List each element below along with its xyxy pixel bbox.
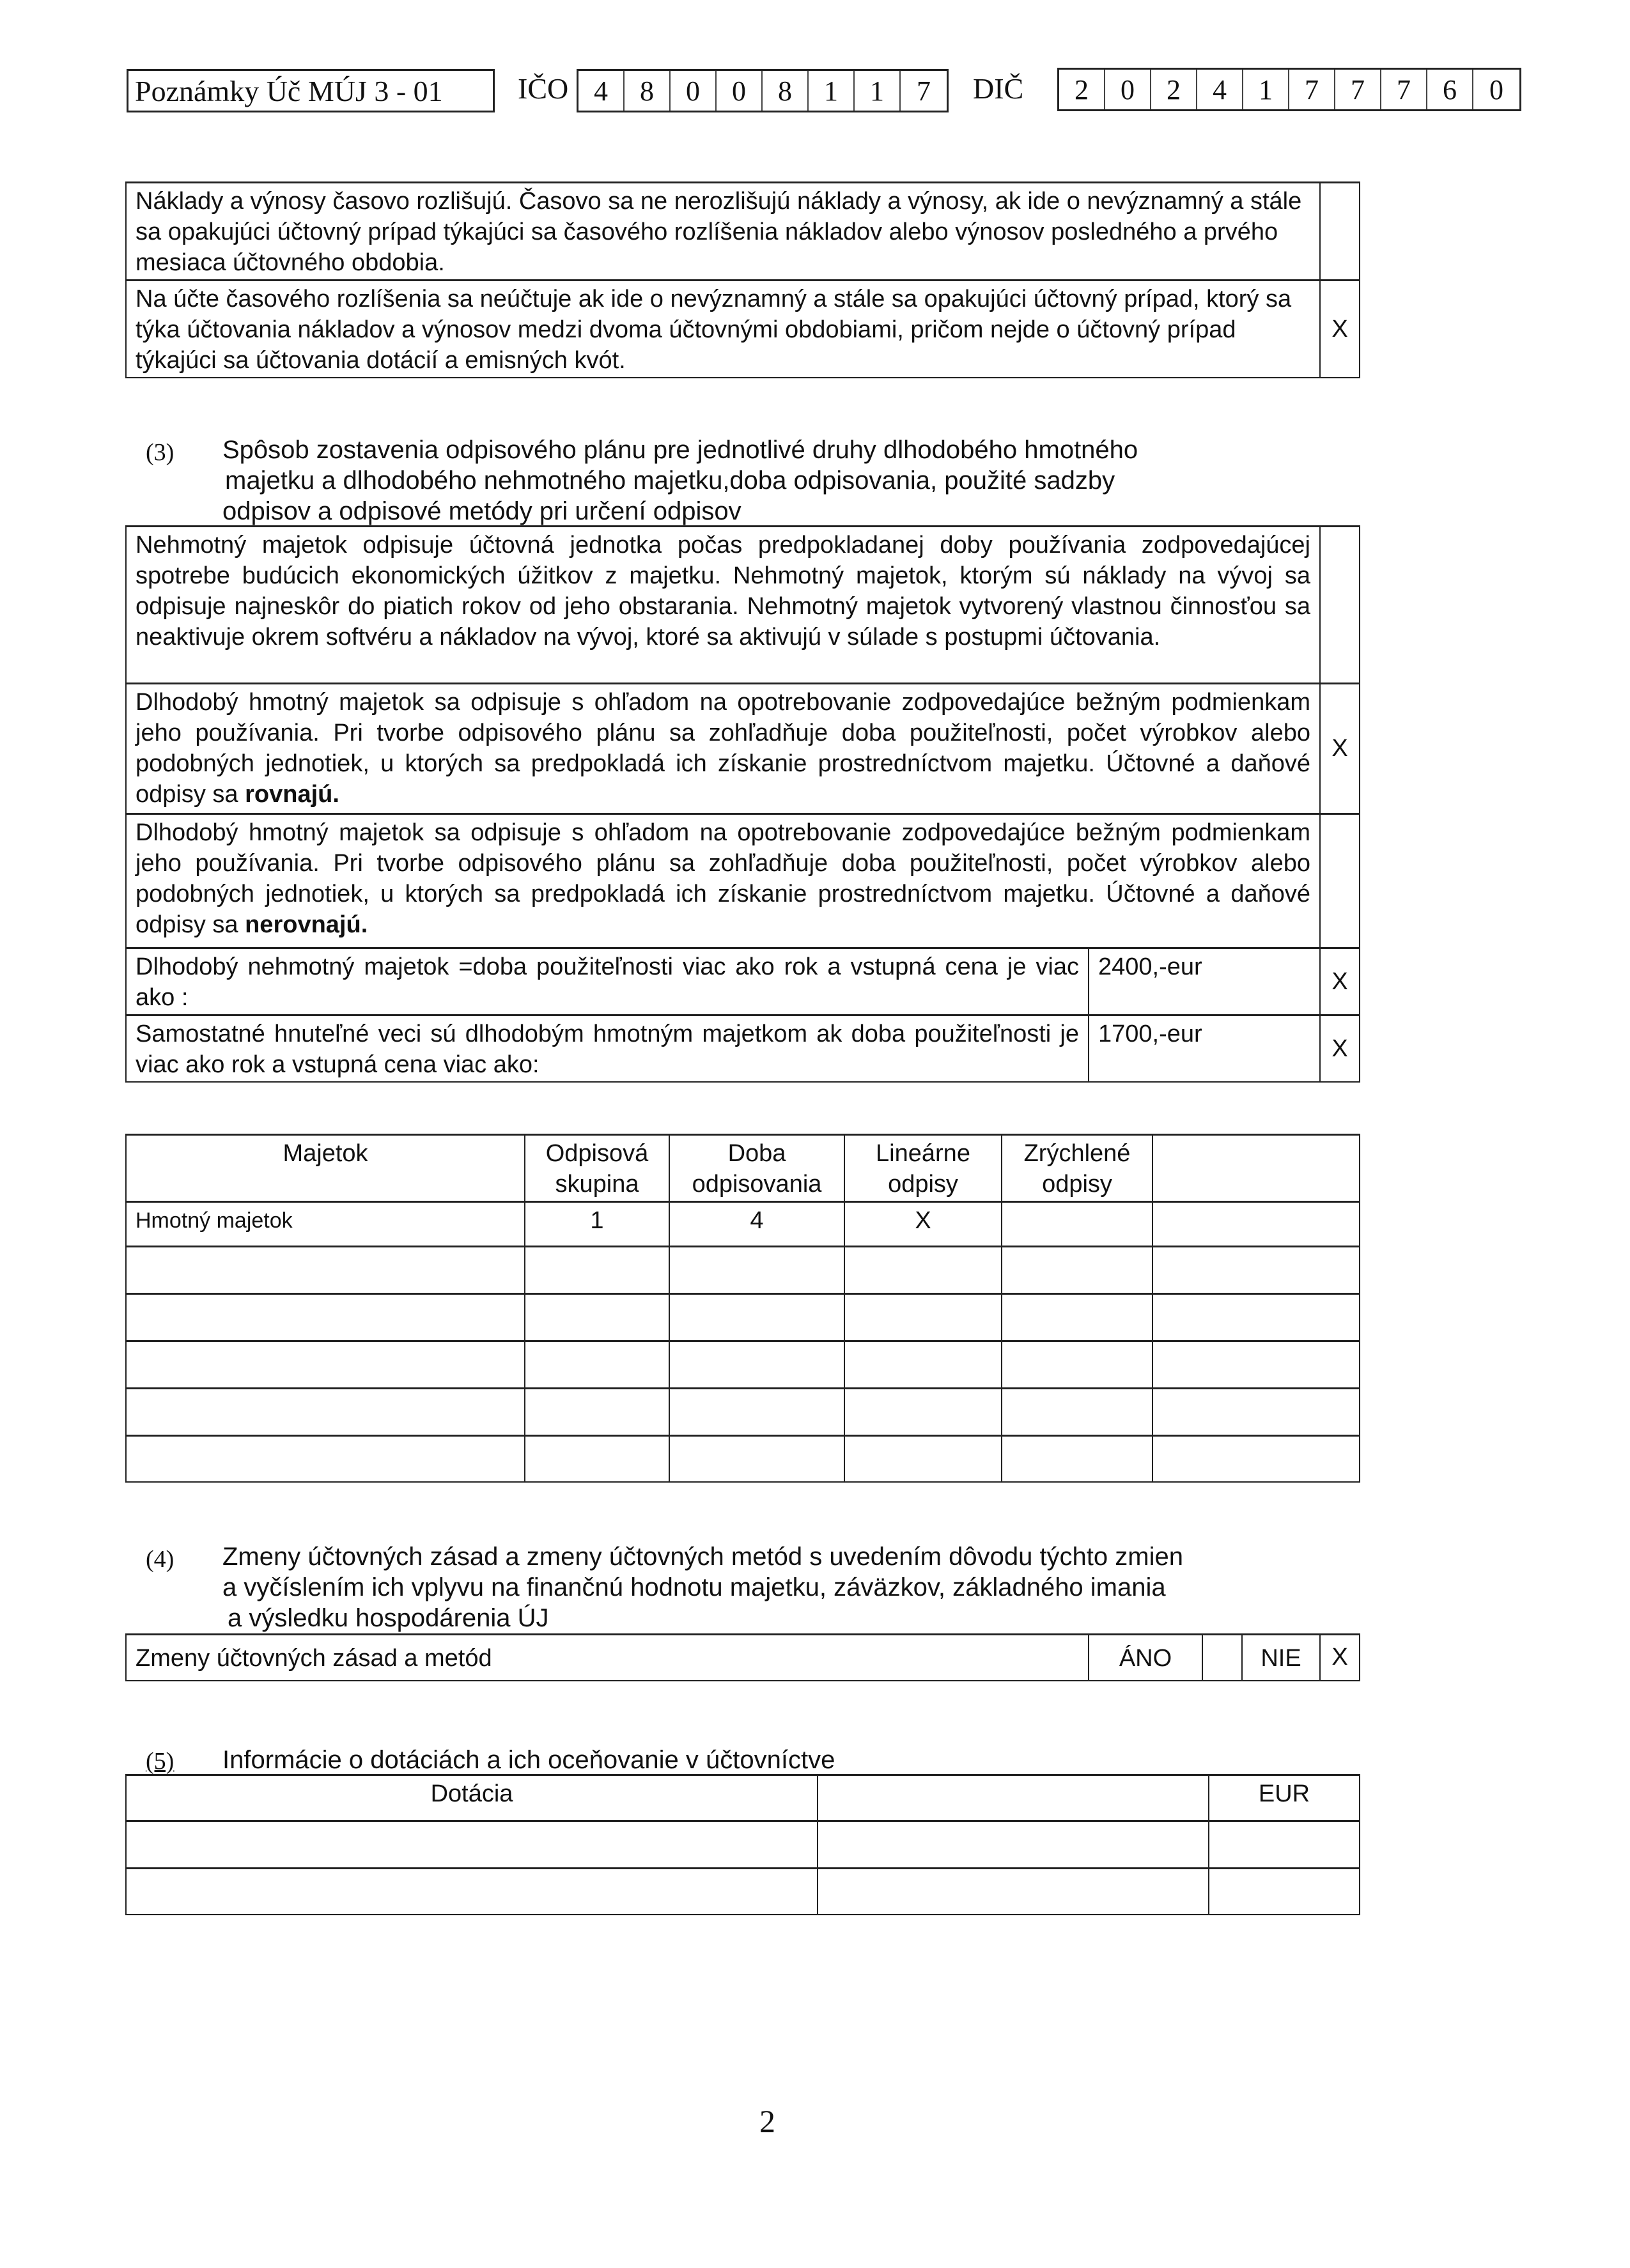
dic-digit: 0 — [1489, 73, 1503, 105]
ico-label: IČO — [518, 72, 569, 105]
table-header-row — [126, 1775, 1360, 1821]
method-option-emphasis: rovnajú. — [245, 781, 339, 808]
dic-digit: 4 — [1197, 70, 1243, 109]
ico-digit: 4 — [578, 71, 625, 111]
yes-checkbox[interactable] — [1202, 1635, 1242, 1681]
threshold-checkbox[interactable]: X — [1320, 948, 1360, 1015]
threshold-value[interactable]: 2400,-eur — [1089, 948, 1320, 1015]
dic-digit: 1 — [1243, 70, 1289, 109]
extra-cell[interactable] — [1153, 1247, 1360, 1294]
dic-digit: 2 — [1059, 70, 1105, 109]
changes-table — [125, 1633, 1360, 1681]
asset-name-cell[interactable] — [126, 1389, 525, 1436]
subsidy-amount-cell[interactable] — [1209, 1869, 1360, 1915]
accruals-table — [125, 181, 1360, 378]
accruals-option-text: Na účte časového rozlíšenia sa neúčtuje ak ide o nevýznamný a stále sa opakujúci účtovný prípad, ktorý sa týka účtovania nákladov a výnosov medzi dvoma účtovnými obdobiami, pričom nejde o účtovný prípad týkajúci sa účtovania dotácií a emisných kvót. — [126, 281, 1320, 378]
asset-name-cell[interactable] — [126, 1341, 525, 1389]
depreciation-table — [125, 1134, 1360, 1483]
subsidies-table — [125, 1774, 1360, 1915]
period-cell[interactable] — [669, 1294, 844, 1341]
accelerated-cell[interactable] — [1002, 1294, 1153, 1341]
form-title: Poznámky Úč MÚJ 3 - 01 — [135, 74, 443, 107]
section-3-title-line: odpisov a odpisové metódy pri určení odpisov — [222, 497, 741, 525]
extra-cell[interactable] — [1153, 1202, 1360, 1247]
section-4-title-line: a vyčíslením ich vplyvu na finančnú hodnotu majetku, záväzkov, základného imania — [222, 1573, 1166, 1601]
dic-digit: 0 — [1105, 70, 1151, 109]
ico-digit: 7 — [917, 75, 931, 107]
yes-label: ÁNO — [1089, 1635, 1202, 1681]
method-option-body: Dlhodobý hmotný majetok sa odpisuje s ohľadom na opotrebovanie zodpovedajúce bežným podmienkam jeho používania. Pri tvorbe odpisového plánu sa zohľadňuje doba použiteľnosti, počet výrobkov alebo podobných jednotiek, u ktorých sa predpokladá ich získanie prostredníctvom majetku. Účtovné a daňové odpisy sa — [136, 819, 1310, 938]
table-row — [126, 1247, 1360, 1294]
table-row — [126, 1389, 1360, 1436]
extra-cell[interactable] — [1153, 1389, 1360, 1436]
ico-field[interactable] — [577, 69, 949, 112]
group-cell[interactable] — [525, 1247, 669, 1294]
method-option-text: Nehmotný majetok odpisuje účtovná jednotka počas predpokladanej doby používania zodpovedajúcej spotrebe budúcich ekonomických úžitkov z majetku. Nehmotný majetok, ktorým sú náklady na vývoj sa odpisuje najneskôr do piatich rokov od jeho obstarania. Nehmotný majetok vytvorený vlastnou činnosťou sa neaktivuje okrem softvéru a nákladov na vývoj, ktoré sa aktivujú v súlade s postupmi účtovania. — [126, 527, 1320, 684]
period-cell[interactable] — [669, 1389, 844, 1436]
period-cell[interactable] — [669, 1247, 844, 1294]
linear-cell[interactable]: X — [844, 1202, 1002, 1247]
period-cell[interactable] — [669, 1436, 844, 1482]
subsidy-amount-cell[interactable] — [1209, 1821, 1360, 1869]
column-header: Majetok — [126, 1135, 525, 1202]
subsidy-name-cell[interactable] — [126, 1821, 818, 1869]
column-header: Odpisová skupina — [525, 1135, 669, 1202]
dic-digit: 6 — [1427, 70, 1473, 109]
table-row — [126, 1202, 1360, 1247]
asset-name-cell[interactable]: Hmotný majetok — [126, 1202, 525, 1247]
ico-digit: 0 — [671, 71, 717, 111]
accruals-option-checkbox[interactable] — [1320, 183, 1360, 281]
dic-digit: 7 — [1335, 70, 1381, 109]
group-cell[interactable] — [525, 1294, 669, 1341]
threshold-value[interactable]: 1700,-eur — [1089, 1015, 1320, 1083]
linear-cell[interactable] — [844, 1436, 1002, 1482]
section-5-number: (5) — [146, 1748, 175, 1775]
extra-cell[interactable] — [1153, 1341, 1360, 1389]
column-header: Zrýchlené odpisy — [1002, 1135, 1153, 1202]
linear-cell[interactable] — [844, 1341, 1002, 1389]
method-option-text — [126, 684, 1320, 814]
method-option-body: Dlhodobý hmotný majetok sa odpisuje s ohľadom na opotrebovanie zodpovedajúce bežným podmienkam jeho používania. Pri tvorbe odpisového plánu sa zohľadňuje doba použiteľnosti, počet výrobkov alebo podobných jednotiek, u ktorých sa predpokladá ich získanie prostredníctvom majetku. Účtovné a daňové odpisy sa — [136, 689, 1310, 808]
dic-digit: 2 — [1151, 70, 1197, 109]
no-label: NIE — [1242, 1635, 1320, 1681]
table-row — [126, 1341, 1360, 1389]
table-row — [126, 684, 1360, 814]
depreciation-methods-table — [125, 525, 1360, 949]
form-title-box — [127, 69, 495, 112]
method-option-emphasis: nerovnajú. — [245, 911, 368, 938]
method-option-text — [126, 814, 1320, 948]
accelerated-cell[interactable] — [1002, 1202, 1153, 1247]
threshold-table — [125, 947, 1360, 1083]
column-header: Doba odpisovania — [669, 1135, 844, 1202]
method-option-checkbox[interactable] — [1320, 527, 1360, 684]
period-cell[interactable]: 4 — [669, 1202, 844, 1247]
linear-cell[interactable] — [844, 1294, 1002, 1341]
dic-label: DIČ — [973, 72, 1024, 105]
ico-digit: 8 — [625, 71, 671, 111]
threshold-text: Dlhodobý nehmotný majetok =doba použiteľnosti viac ako rok a vstupná cena je viac ako : — [126, 948, 1089, 1015]
table-row — [126, 527, 1360, 684]
column-header — [818, 1775, 1209, 1821]
subsidy-detail-cell[interactable] — [818, 1869, 1209, 1915]
accruals-option-text: Náklady a výnosy časovo rozlišujú. Časovo sa ne nerozlišujú náklady a výnosy, ak ide o nevýznamný a stále sa opakujúci účtovný prípad týkajúci sa časového rozlíšenia nákladov alebo výnosov posledného a prvého mesiaca účtovného obdobia. — [126, 183, 1320, 281]
asset-name-cell[interactable] — [126, 1436, 525, 1482]
group-cell[interactable] — [525, 1389, 669, 1436]
section-4-title-line: a výsledku hospodárenia ÚJ — [228, 1604, 549, 1632]
table-row — [126, 183, 1360, 281]
accruals-option-checkbox[interactable]: X — [1320, 281, 1360, 378]
section-3-title — [222, 435, 1309, 527]
period-cell[interactable] — [669, 1341, 844, 1389]
table-row — [126, 1869, 1360, 1915]
extra-cell[interactable] — [1153, 1436, 1360, 1482]
dic-field[interactable] — [1057, 68, 1521, 111]
asset-name-cell[interactable] — [126, 1294, 525, 1341]
group-cell[interactable] — [525, 1341, 669, 1389]
subsidy-name-cell[interactable] — [126, 1869, 818, 1915]
ico-digit: 8 — [763, 71, 809, 111]
ico-digit: 1 — [809, 71, 855, 111]
linear-cell[interactable] — [844, 1247, 1002, 1294]
threshold-text: Samostatné hnuteľné veci sú dlhodobým hmotným majetkom ak doba použiteľnosti je viac ako rok a vstupná cena viac ako: — [126, 1015, 1089, 1083]
ico-digit: 1 — [855, 71, 901, 111]
section-3-title-line: majetku a dlhodobého nehmotného majetku,doba odpisovania, použité sadzby — [225, 467, 1115, 495]
table-row — [126, 948, 1360, 1015]
extra-cell[interactable] — [1153, 1294, 1360, 1341]
accelerated-cell[interactable] — [1002, 1436, 1153, 1482]
table-row — [126, 281, 1360, 378]
ico-digit: 0 — [717, 71, 763, 111]
section-3-number: (3) — [146, 439, 175, 466]
group-cell[interactable]: 1 — [525, 1202, 669, 1247]
changes-label: Zmeny účtovných zásad a metód — [126, 1635, 1089, 1681]
accelerated-cell[interactable] — [1002, 1247, 1153, 1294]
section-3-title-line: Spôsob zostavenia odpisového plánu pre jednotlivé druhy dlhodobého hmotného — [222, 436, 1138, 464]
table-row — [126, 1294, 1360, 1341]
table-row — [126, 1436, 1360, 1482]
accelerated-cell[interactable] — [1002, 1389, 1153, 1436]
table-row — [126, 1821, 1360, 1869]
group-cell[interactable] — [525, 1436, 669, 1482]
column-header: EUR — [1209, 1775, 1360, 1821]
no-checkbox[interactable]: X — [1320, 1635, 1360, 1681]
column-header — [1153, 1135, 1360, 1202]
threshold-checkbox[interactable]: X — [1320, 1015, 1360, 1083]
linear-cell[interactable] — [844, 1389, 1002, 1436]
table-row — [126, 1635, 1360, 1681]
table-header-row — [126, 1135, 1360, 1202]
accelerated-cell[interactable] — [1002, 1341, 1153, 1389]
asset-name-cell[interactable] — [126, 1247, 525, 1294]
page-number: 2 — [759, 2103, 775, 2139]
section-4-title-line: Zmeny účtovných zásad a zmeny účtovných metód s uvedením dôvodu týchto zmien — [222, 1543, 1183, 1571]
subsidy-detail-cell[interactable] — [818, 1821, 1209, 1869]
dic-digit: 7 — [1289, 70, 1335, 109]
dic-digit: 7 — [1381, 70, 1427, 109]
section-5-title: Informácie o dotáciách a ich oceňovanie v účtovníctve — [222, 1746, 835, 1774]
table-row — [126, 1015, 1360, 1083]
method-option-checkbox[interactable]: X — [1320, 684, 1360, 814]
section-4-title — [222, 1541, 1309, 1633]
method-option-checkbox[interactable] — [1320, 814, 1360, 948]
column-header: Lineárne odpisy — [844, 1135, 1002, 1202]
column-header: Dotácia — [126, 1775, 818, 1821]
table-row — [126, 814, 1360, 948]
section-4-number: (4) — [146, 1546, 175, 1573]
